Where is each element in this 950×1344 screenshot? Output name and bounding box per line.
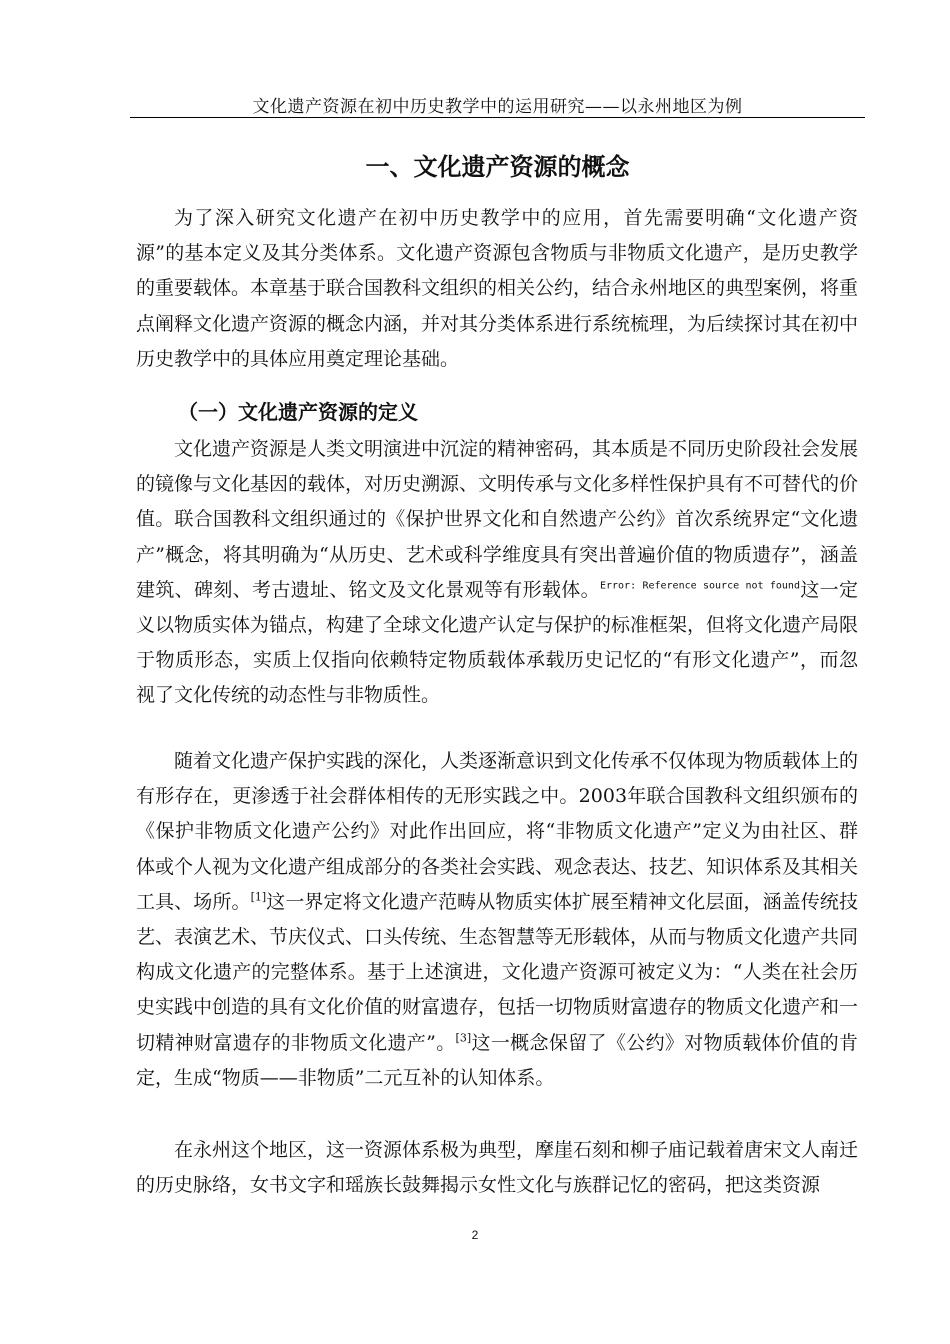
definition-paragraph	[136, 432, 858, 714]
citation-1: [1]	[250, 890, 267, 904]
paragraph-text: 这一界定将文化遗产范畴从物质实体扩展至精神文化层面，涵盖传统技艺、表演艺术、节庆仪式、口头传统、生态智慧等无形载体，从而与物质文化遗产共同构成文化遗产的完整体系。基于上述演进，文化遗产资源可被定义为：“人类在社会历史实践中创造的具有文化价值的财富遗存，包括一切物质财富遗存的物质文化遗产和一切精神财富遗存的非物质文化遗产”。	[136, 890, 859, 1054]
reference-error: Error: Reference source not found	[599, 580, 800, 592]
paragraph-text: 文化遗产资源是人类文明演进中沉淀的精神密码，其本质是不同历史阶段社会发展的镜像与文化基因的载体，对历史溯源、文明传承与文化多样性保护具有不可替代的价值。联合国教科文组织通过的《保护世界文化和自然遗产公约》首次系统界定“文化遗产”概念，将其明确为“从历史、艺术或科学维度具有突出普遍价值的物质遗存”，涵盖建筑、碑刻、考古遗址、铭文及文化景观等有形载体。	[136, 438, 859, 601]
citation-3: [3]	[455, 1031, 472, 1045]
paragraph-text: 这一定义以物质实体为锚点，构建了全球文化遗产认定与保护的标准框架，但将文化遗产局限于物质形态，实质上仅指向依赖特定物质载体承载历史记忆的“有形文化遗产”，而忽视了文化传统的动态性与非物质性。	[136, 578, 859, 707]
paragraph-text: 随着文化遗产保护实践的深化，人类逐渐意识到文化传承不仅体现为物质载体上的有形存在，更渗透于社会群体相传的无形实践之中。2003年联合国教科文组织颁布的《保护非物质文化遗产公约》对此作出回应，将“非物质文化遗产”定义为由社区、群体或个人视为文化遗产组成部分的各类社会实践、观念表达、技艺、知识体系及其相关工具、场所。	[136, 750, 859, 913]
section-title: （一）文化遗产资源的定义	[178, 400, 418, 424]
paragraph-text: 这一概念保留了《公约》对物质载体价值的肯定，生成“物质——非物质”二元互补的认知体系。	[136, 1031, 858, 1089]
intangible-heritage-paragraph	[136, 744, 858, 1096]
running-header: 文化遗产资源在初中历史教学中的运用研究——以永州地区为例	[252, 97, 743, 117]
header-rule	[130, 117, 865, 118]
page-number: 2	[471, 1228, 479, 1242]
chapter-title: 一、文化遗产资源的概念	[365, 153, 630, 181]
intro-paragraph: 为了深入研究文化遗产在初中历史教学中的应用，首先需要明确“文化遗产资源”的基本定义及其分类体系。文化遗产资源包含物质与非物质文化遗产，是历史教学的重要载体。本章基于联合国教科文组织的相关公约，结合永州地区的典型案例，将重点阐释文化遗产资源的概念内涵，并对其分类体系进行系统梳理，为后续探讨其在初中历史教学中的具体应用奠定理论基础。	[136, 207, 859, 370]
yongzhou-paragraph: 在永州这个地区，这一资源体系极为典型，摩崖石刻和柳子庙记载着唐宋文人南迁的历史脉络，女书文字和瑶族长鼓舞揭示女性文化与族群记忆的密码，把这类资源	[136, 1139, 859, 1197]
